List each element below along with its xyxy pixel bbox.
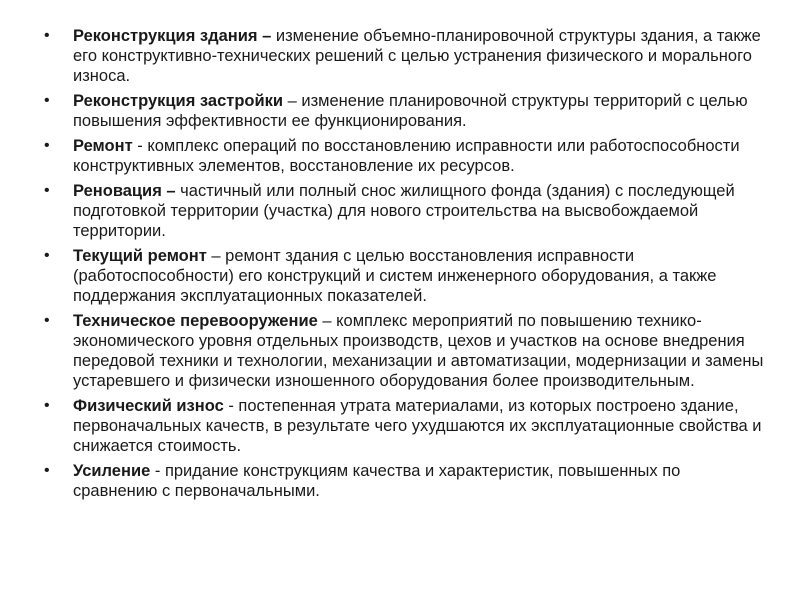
bullet-icon: •	[44, 92, 50, 109]
term-definition: частичный или полный снос жилищного фонда (здания) с последующей подготовкой территории (участка) для нового строительства на высвобождаемой территории.	[73, 182, 735, 240]
term-label: Реновация –	[73, 182, 176, 200]
bullet-icon: •	[44, 182, 50, 199]
term-definition: – комплекс мероприятий по повышению технико-экономического уровня отдельных производств, цехов и участков на основе внедрения передовой техники и технологии, механизации и автоматизации, модернизации и замены устаревшего и физически изношенного оборудования более производительным.	[73, 312, 764, 390]
term-definition: - постепенная утрата материалами, из которых построено здание, первоначальных качеств, в результате чего ухудшаются их эксплуатационные свойства и снижается стоимость.	[73, 397, 762, 455]
bullet-icon: •	[44, 137, 50, 154]
bullet-icon: •	[44, 312, 50, 329]
list-item	[44, 461, 764, 501]
definition-list	[44, 26, 764, 506]
bullet-icon: •	[44, 397, 50, 414]
term-definition: - придание конструкциям качества и характеристик, повышенных по сравнению с первоначальными.	[73, 462, 681, 500]
term-definition: изменение объемно-планировочной структуры здания, а также его конструктивно-технических решений с целью устранения физического и морального износа.	[73, 27, 761, 85]
term-label: Реконструкция застройки	[73, 92, 284, 110]
term-definition: – ремонт здания с целью восстановления исправности (работоспособности) его конструкций и систем инженерного оборудования, а также поддержания эксплуатационных показателей.	[73, 247, 717, 305]
list-item	[44, 246, 764, 306]
list-item	[44, 396, 764, 456]
term-label: Реконструкция здания –	[73, 27, 272, 45]
term-definition: - комплекс операций по восстановлению исправности или работоспособности конструктивных элементов, восстановление их ресурсов.	[73, 137, 740, 175]
list-item	[44, 26, 764, 86]
list-item	[44, 91, 764, 131]
term-definition: – изменение планировочной структуры территорий с целью повышения эффективности ее функционирования.	[73, 92, 748, 130]
term-label: Ремонт	[73, 137, 133, 155]
term-label: Усиление	[73, 462, 151, 480]
list-item	[44, 181, 764, 241]
term-label: Текущий ремонт	[73, 247, 207, 265]
bullet-icon: •	[44, 462, 50, 479]
term-label: Физический износ	[73, 397, 224, 415]
bullet-icon: •	[44, 247, 50, 264]
list-item	[44, 311, 764, 391]
bullet-icon: •	[44, 27, 50, 44]
term-label: Техническое перевооружение	[73, 312, 318, 330]
list-item	[44, 136, 764, 176]
